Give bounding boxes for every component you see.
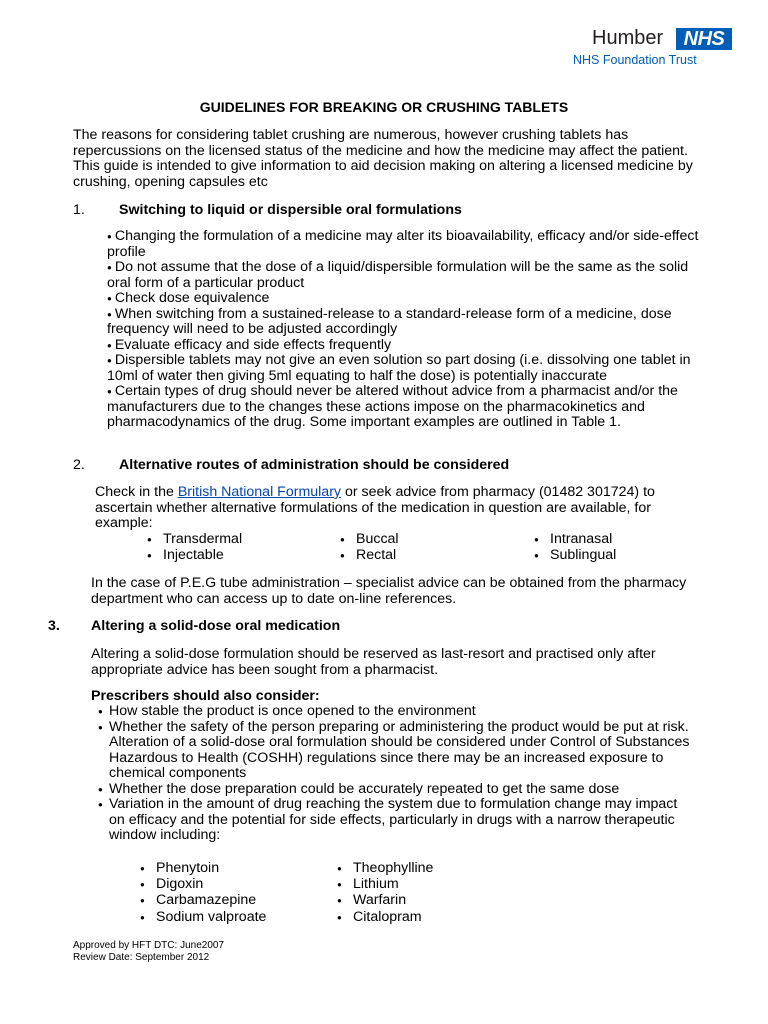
route-item: ● Intranasal [534, 531, 613, 547]
section-2-heading: Alternative routes of administration should be considered [119, 457, 510, 473]
list-item: ● Do not assume that the dose of a liquid/dispersible formulation will be the same as the solid oral form of a particular product [107, 259, 689, 291]
list-item: ● How stable the product is once opened to the environment [98, 703, 476, 719]
bullet-icon: ● [107, 309, 112, 319]
org-name: Humber [592, 27, 664, 49]
route-item: ● Transdermal [147, 531, 243, 547]
bullet-icon: ● [340, 551, 345, 560]
bullet-icon: ● [534, 535, 539, 544]
intro-paragraph: The reasons for considering tablet crushing are numerous, however crushing tablets has repercussions on the licensed status of the medicine and how the medicine may affect the patient. This guide is intended to give information to aid decision making on altering a licensed medicine by crushing, opening capsules etc [73, 127, 693, 190]
bullet-icon: ● [140, 864, 145, 873]
list-item: ● Whether the safety of the person preparing or administering the product would be put at risk. Alteration of a solid-dose oral formulation should be considered under Control of Substances Hazardous to Health (COSHH) regulations since there may be an increased exposure to chemical components [98, 718, 690, 781]
bullet-icon: ● [147, 535, 152, 544]
list-item: ● When switching from a sustained-release to a standard-release form of a medicine, dose frequency will need to be adjusted accordingly [107, 305, 672, 337]
bullet-icon: ● [107, 356, 112, 365]
drug-item: ● Sodium valproate [140, 909, 267, 925]
bullet-icon: ● [140, 913, 145, 922]
nhs-logo: NHS [676, 28, 732, 50]
drug-item: ● Citalopram [337, 909, 422, 925]
section-3-number: 3. [48, 618, 60, 634]
list-item: ● Variation in the amount of drug reaching the system due to formulation change may impact on efficacy and the potential for side effects, particularly in drugs with a narrow therapeutic window including: [98, 796, 678, 843]
section-1-number: 1. [73, 202, 85, 218]
bullet-icon: ● [340, 535, 345, 544]
footer [73, 940, 224, 963]
bullet-icon: ● [337, 896, 342, 905]
list-item: ● Evaluate efficacy and side effects frequently [107, 336, 392, 353]
drug-item: ● Warfarin [337, 892, 407, 908]
route-item: ● Injectable [147, 547, 224, 563]
bullet-icon: ● [147, 551, 152, 560]
list-item: ● Changing the formulation of a medicine may alter its bioavailability, efficacy and/or side-effect profile [107, 228, 699, 260]
section-3-bullet-list [95, 704, 695, 844]
section-2-number: 2. [73, 457, 85, 473]
bullet-icon: ● [107, 340, 112, 350]
bullet-icon: ● [140, 880, 145, 889]
bullet-icon: ● [140, 896, 145, 905]
route-item: ● Sublingual [534, 547, 617, 563]
list-item: ● Whether the dose preparation could be accurately repeated to get the same dose [98, 780, 620, 797]
bnf-link[interactable]: British National Formulary [177, 484, 342, 500]
route-item: ● Buccal [340, 531, 399, 547]
section-3-paragraph: Altering a solid-dose formulation should be reserved as last-resort and practised only after appropriate advice has been sought from a pharmacist. [91, 646, 656, 678]
bullet-icon: ● [98, 784, 103, 794]
bullet-icon: ● [107, 263, 112, 272]
section-2-paragraph: Check in the British National Formulary or seek advice from pharmacy (01482 301724) to ascertain whether alternative formulations of the medication in question are available, for example: [95, 484, 655, 531]
drug-item: ● Digoxin [140, 876, 204, 892]
section-1-heading: Switching to liquid or dispersible oral formulations [119, 202, 462, 218]
route-item: ● Rectal [340, 547, 397, 563]
review-date: Review Date: September 2012 [73, 951, 210, 963]
drug-item: ● Carbamazepine [140, 892, 257, 908]
bullet-icon: ● [337, 880, 342, 889]
drug-item: ● Phenytoin [140, 860, 220, 876]
trust-name: NHS Foundation Trust [573, 53, 697, 67]
bullet-icon: ● [337, 864, 342, 873]
bullet-icon: ● [107, 232, 112, 241]
document-title: GUIDELINES FOR BREAKING OR CRUSHING TABLETS [199, 99, 569, 115]
list-item: ● Check dose equivalence [107, 290, 270, 306]
drug-item: ● Lithium [337, 876, 399, 892]
drug-item: ● Theophylline [337, 860, 434, 876]
peg-paragraph: In the case of P.E.G tube administration – specialist advice can be obtained from the pharmacy department who can access up to date on-line references. [91, 575, 687, 607]
list-item: ● Certain types of drug should never be altered without advice from a pharmacist and/or the manufacturers due to the changes these actions impose on the pharmacokinetics and pharmacodynamics of the drug. Some important examples are outlined in Table 1. [107, 383, 678, 430]
list-item: ● Dispersible tablets may not give an even solution so part dosing (i.e. dissolving one tablet in 10ml of water then giving 5ml equating to half the dose) is potentially inaccurate [107, 352, 691, 384]
section-3-heading: Altering a solid-dose oral medication [91, 618, 341, 634]
bullet-icon: ● [107, 387, 112, 396]
bullet-icon: ● [98, 722, 103, 732]
consider-heading: Prescribers should also consider: [91, 688, 320, 704]
bullet-icon: ● [337, 913, 342, 922]
bullet-icon: ● [107, 294, 112, 303]
section-1-bullet-list [107, 229, 707, 431]
approved-date: Approved by HFT DTC: June2007 [73, 940, 225, 951]
bullet-icon: ● [534, 551, 539, 560]
bullet-icon: ● [98, 800, 103, 809]
bullet-icon: ● [98, 707, 103, 716]
